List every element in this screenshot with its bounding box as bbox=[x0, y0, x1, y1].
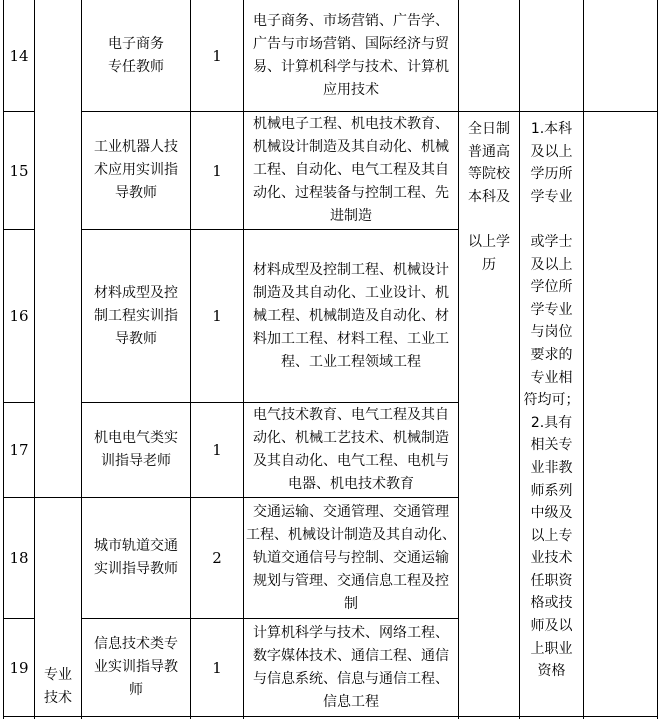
position-category: 专业 技术 bbox=[44, 667, 72, 706]
position-name: 城市轨道交通 实训指导教师 bbox=[94, 538, 178, 577]
border-right bbox=[657, 0, 658, 719]
education-requirement: 全日制 普通高 等院校 本科及 以上学 历 bbox=[468, 121, 510, 273]
last-line bbox=[583, 111, 658, 112]
headcount: 1 bbox=[212, 441, 222, 459]
headcount: 1 bbox=[212, 161, 222, 180]
position-name: 机电电气类实 训指导老师 bbox=[94, 430, 178, 469]
position-name: 信息技术类专 业实训指导教 师 bbox=[94, 636, 178, 698]
position-name: 材料成型及控 制工程实训指 导教师 bbox=[94, 284, 178, 347]
headcount: 2 bbox=[212, 549, 222, 567]
row-index: 16 bbox=[9, 307, 29, 325]
position-name: 电子商务 专任教师 bbox=[108, 35, 164, 75]
major-requirements: 计算机科学与技术、网络工程、 数字媒体技术、通信工程、通信 与信息系统、信息与通信工程、 信息工程 bbox=[253, 624, 449, 710]
headcount: 1 bbox=[212, 658, 222, 677]
row-index: 19 bbox=[9, 658, 29, 677]
req-line bbox=[519, 111, 584, 112]
col-divider-1 bbox=[34, 0, 35, 719]
row-index: 15 bbox=[9, 161, 29, 180]
category-line bbox=[34, 497, 81, 498]
headcount: 1 bbox=[212, 46, 222, 65]
col-divider-7 bbox=[583, 0, 584, 719]
row-index: 14 bbox=[9, 46, 29, 65]
major-requirements: 电子商务、市场营销、广告学、 广告与市场营销、国际经济与贸 易、计算机科学与技术、计算机 应用技术 bbox=[253, 12, 449, 98]
position-name: 工业机器人技 术应用实训指 导教师 bbox=[94, 139, 178, 201]
border-bottom bbox=[3, 716, 658, 717]
row-index: 17 bbox=[9, 441, 29, 459]
major-requirements: 机械电子工程、机电技术教育、 机械设计制造及其自动化、机械 工程、自动化、电气工程及其自 动化、过程装备与控制工程、先 进制造 bbox=[253, 116, 449, 224]
col-divider-5 bbox=[458, 0, 459, 719]
other-requirements: 1.本科 及以上 学历所 学专业 或学士 及以上 学位所 学专业 与岗位 要求的 专业相 符均可； 2.具有 相关专 业非教 师系列 中级及 以上专 业技术 任职资 格或技 师及以 上职业 资格 bbox=[523, 121, 580, 680]
major-requirements: 电气技术教育、电气工程及其自 动化、机械工艺技术、机械制造 及其自动化、电气工程、电机与 电器、机电技术教育 bbox=[253, 407, 449, 492]
row-index: 18 bbox=[9, 549, 29, 567]
edu-line bbox=[458, 111, 520, 112]
headcount: 1 bbox=[212, 307, 222, 325]
major-requirements: 材料成型及控制工程、机械设计 制造及其自动化、工业设计、机 械工程、机械制造及自动化、材 料加工工程、材料工程、工业工 程、工业工程领域工程 bbox=[253, 261, 449, 370]
major-requirements: 交通运输、交通管理、交通管理 工程、机械设计制造及其自动化、 轨道交通信号与控制、交通运输 规划与管理、交通信息工程及控 制 bbox=[246, 503, 456, 612]
